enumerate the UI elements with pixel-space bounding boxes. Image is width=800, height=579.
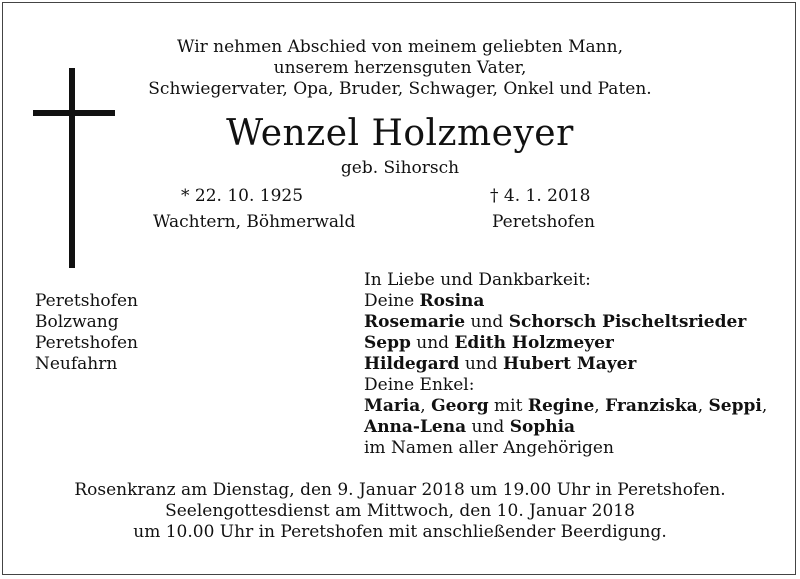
deceased-name: Wenzel Holzmeyer (226, 113, 574, 154)
place-item: Neufahrn (35, 354, 118, 374)
mourner-line: Anna-Lena und Sophia (364, 417, 576, 437)
mourner-line: Sepp und Edith Holzmeyer (364, 333, 614, 353)
mourner-line: Deine Rosina (364, 291, 485, 311)
birth-place: Wachtern, Böhmerwald (153, 212, 356, 232)
intro-line: Wir nehmen Abschied von meinem geliebten Mann, (177, 37, 623, 57)
place-item: Bolzwang (35, 312, 119, 332)
grandchildren-label: Deine Enkel: (364, 375, 475, 395)
service-info (0, 480, 800, 543)
service-line: Rosenkranz am Dienstag, den 9. Januar 2018 um 19.00 Uhr in Peretshofen. (74, 480, 726, 500)
service-line: um 10.00 Uhr in Peretshofen mit anschließender Beerdigung. (133, 522, 667, 542)
intro-text (0, 37, 800, 100)
places-list (35, 291, 138, 375)
mourners-closing: im Namen aller Angehörigen (364, 438, 614, 458)
mourner-line: Maria, Georg mit Regine, Franziska, Seppi, (364, 396, 768, 416)
place-item: Peretshofen (35, 291, 138, 311)
place-item: Peretshofen (35, 333, 138, 353)
death-date: † 4. 1. 2018 (490, 186, 591, 206)
service-line: Seelengottesdienst am Mittwoch, den 10. Januar 2018 (165, 501, 635, 521)
mourners-intro: In Liebe und Dankbarkeit: (364, 270, 591, 290)
mourner-line: Hildegard und Hubert Mayer (364, 354, 637, 374)
intro-line: Schwiegervater, Opa, Bruder, Schwager, Onkel und Paten. (148, 79, 652, 99)
mourners-list (364, 270, 767, 459)
intro-line: unserem herzensguten Vater, (273, 58, 527, 78)
death-place: Peretshofen (492, 212, 595, 232)
birth-name: geb. Sihorsch (340, 158, 460, 178)
mourner-line: Rosemarie und Schorsch Pischeltsrieder (364, 312, 747, 332)
birth-date: * 22. 10. 1925 (181, 186, 304, 206)
